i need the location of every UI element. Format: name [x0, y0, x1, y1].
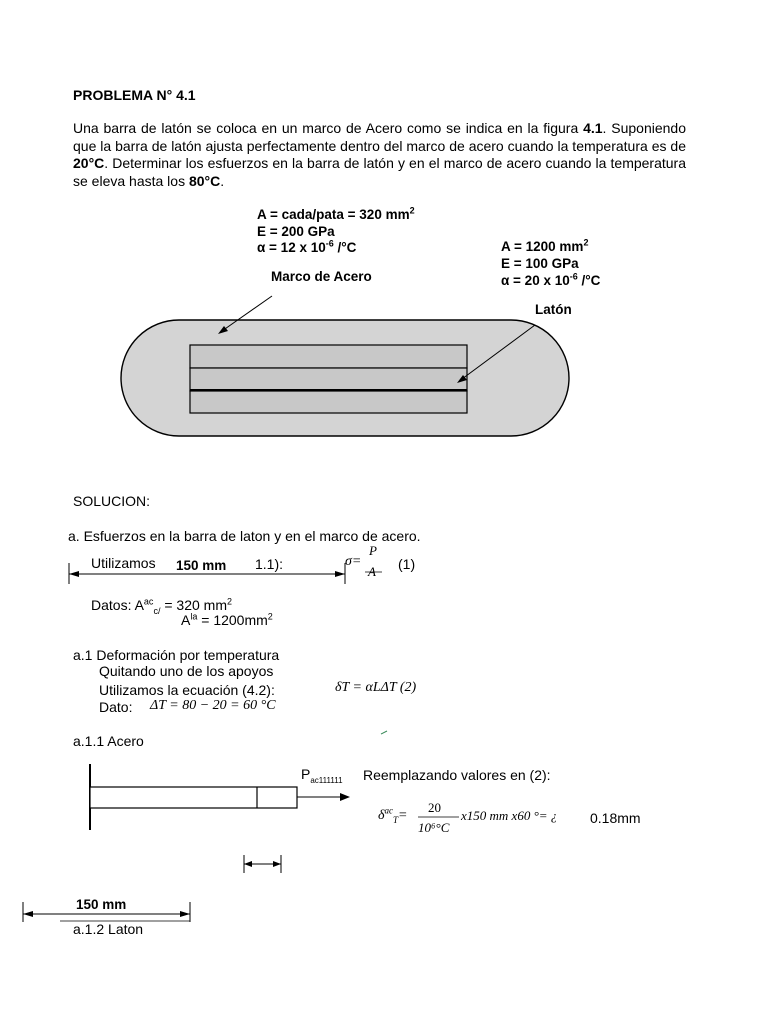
dimension-label-2: 150 mm	[76, 897, 127, 912]
result-rest: x150 mm x60 °= ¿	[461, 808, 558, 823]
steel-frame-label: Marco de Acero	[271, 269, 372, 284]
steel-bar-diagram	[90, 787, 297, 808]
brass-area: A = 1200 $mm^2$	[501, 237, 589, 254]
steel-bar-bottom	[190, 391, 467, 413]
sigma-symbol: σ=	[345, 554, 362, 569]
section-a1-line1: Quitando uno de los apoyos	[99, 663, 274, 679]
result-denominator: 10⁶°C	[418, 820, 450, 835]
brass-modulus: E = 100 GPa	[501, 256, 579, 271]
solution-heading: SOLUCION:	[73, 493, 151, 509]
brass-bar	[190, 368, 467, 391]
section-a12-title: a.1.2 Laton	[73, 921, 144, 937]
sigma-denominator: A	[368, 564, 376, 579]
equation-number-1: (1)	[398, 556, 416, 572]
reemplazando-text: Reemplazando valores en (2):	[363, 767, 551, 783]
delta-t-formula: ΔT = 80 − 20 = 60 °C	[150, 698, 276, 713]
steel-modulus: E = 200 GPa	[257, 224, 335, 239]
section-a1-line2: Utilizamos la ecuación (4.2):	[99, 682, 275, 698]
problem-statement: Una barra de latón se coloca en un marco de Acero como se indica en la figura 4.1. Suponiendo que la barra de latón ajusta perfectamente dentro del marco de acero cuando la temperatura es de 20°C. Determinar los esfuerzos en la barra de latón y en el marco de acero cuando la temperatura se eleva hasta los 80°C.	[73, 120, 686, 189]
section-a11-title: a.1.1 Acero	[73, 733, 144, 749]
force-label: $P_{ac111111}$	[301, 766, 343, 785]
item-a: a. Esfuerzos en la barra de laton y en el marco de acero.	[68, 528, 421, 544]
steel-area: A = cada/pata = 320 $mm^2$	[257, 205, 415, 222]
brass-alpha: α = 20 x $10^{-6}$ /°C	[501, 271, 601, 288]
result-value: 0.18mm	[590, 810, 641, 826]
datos-brass: $A^{la} = 1200mm^2$	[181, 611, 273, 628]
brass-label: Latón	[535, 302, 572, 317]
sigma-numerator: P	[369, 543, 377, 558]
dimension-label-1: 150 mm	[176, 558, 227, 573]
result-lhs: $\delta^{ac}_T=$	[378, 805, 408, 825]
result-numerator: 20	[428, 800, 441, 815]
problem-title: PROBLEMA N° 4.1	[73, 87, 196, 103]
utilizamos-text: Utilizamos	[91, 555, 156, 571]
steel-alpha: α = 12 x $10^{-6}$ /°C	[257, 238, 357, 255]
datos-steel: Datos: $A^{ac}_{c/} = 320$ $mm^2$	[91, 596, 232, 616]
dato-label: Dato:	[99, 699, 133, 715]
steel-bar-top	[190, 345, 467, 368]
thermal-formula: δT = αLΔT (2)	[335, 680, 417, 695]
section-a1-title: a.1 Deformación por temperatura	[73, 647, 280, 663]
reference-text: 1.1):	[255, 556, 284, 572]
